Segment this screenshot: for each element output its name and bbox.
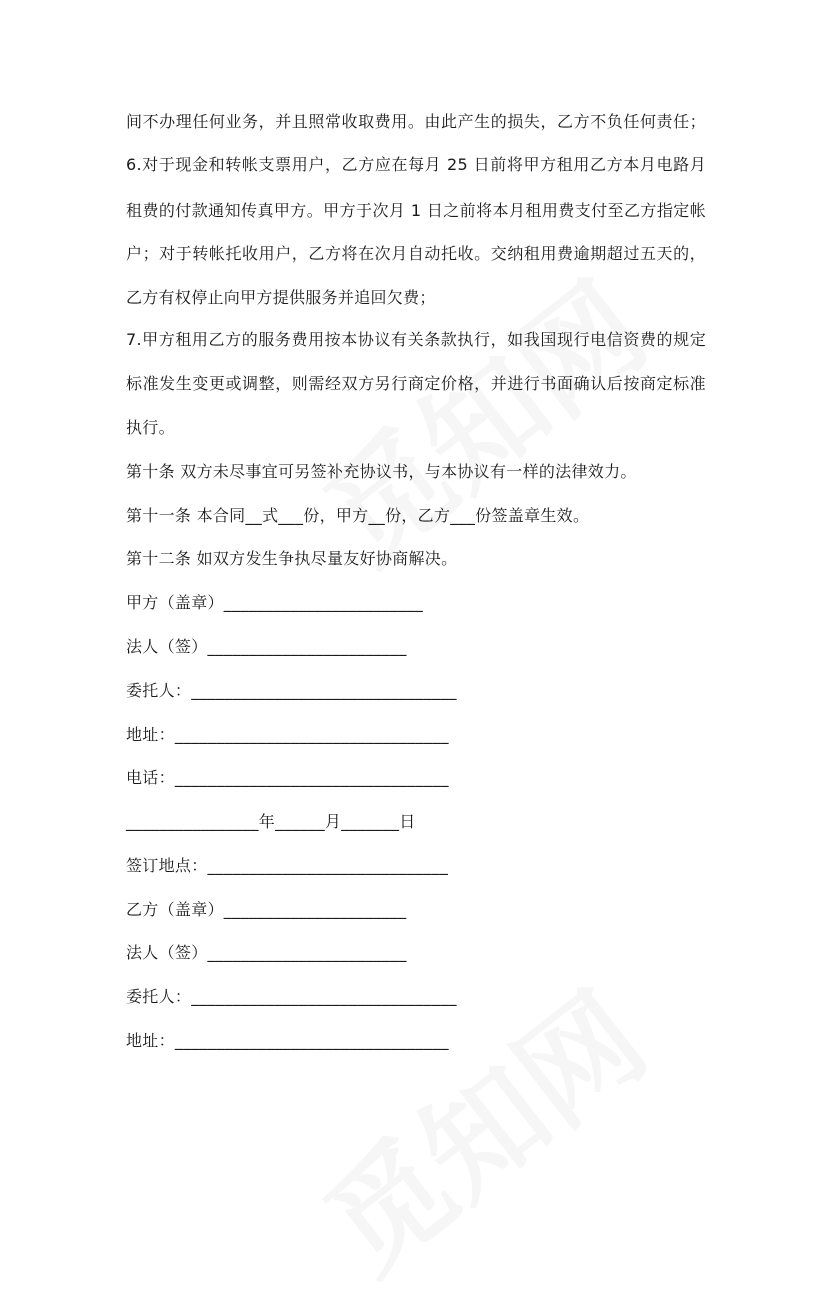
paragraph-line: 间不办理任何业务，并且照常收取费用。由此产生的损失，乙方不负任何责任； [126, 112, 706, 131]
party-b-legal-rep-field: 法人（签）________________________ [126, 943, 407, 962]
article-10: 第十条 双方未尽事宜可另签补充协议书，与本协议有一样的法律效力。 [126, 462, 637, 481]
clause-7-line: 7.甲方租用乙方的服务费用按本协议有关条款执行，如我国现行电信资费的规定 [126, 330, 706, 349]
paragraph-line: 标准发生变更或调整，则需经双方另行商定价格，并进行书面确认后按商定标准 [126, 374, 706, 393]
party-a-legal-rep-field: 法人（签）________________________ [126, 637, 407, 656]
article-12: 第十二条 如双方发生争执尽量友好协商解决。 [126, 549, 458, 568]
date-field: ________________年______月_______日 [126, 812, 416, 831]
paragraph-line: 户；对于转帐托收用户，乙方将在次月自动托收。交纳租用费逾期超过五天的， [126, 244, 706, 263]
party-b-address-field: 地址：_________________________________ [126, 1031, 449, 1050]
party-a-seal-field: 甲方（盖章）________________________ [126, 593, 423, 612]
paragraph-line: 乙方有权停止向甲方提供服务并追回欠费； [126, 288, 436, 307]
party-a-phone-field: 电话：_________________________________ [126, 768, 449, 787]
paragraph-line: 租费的付款通知传真甲方。甲方于次月 1 日之前将本月租用费支付至乙方指定帐 [126, 201, 706, 220]
signing-place-field: 签订地点：_____________________________ [126, 856, 449, 875]
paragraph-line: 执行。 [126, 418, 175, 437]
party-a-address-field: 地址：_________________________________ [126, 725, 449, 744]
party-a-agent-field: 委托人：________________________________ [126, 681, 457, 700]
clause-6-line: 6.对于现金和转帐支票用户，乙方应在每月 25 日前将甲方租用乙方本月电路月 [126, 155, 706, 174]
party-b-agent-field: 委托人：________________________________ [126, 987, 457, 1006]
article-11: 第十一条 本合同__式___份，甲方__份，乙方___份签盖章生效。 [126, 506, 590, 525]
party-b-seal-field: 乙方（盖章）______________________ [126, 900, 407, 919]
